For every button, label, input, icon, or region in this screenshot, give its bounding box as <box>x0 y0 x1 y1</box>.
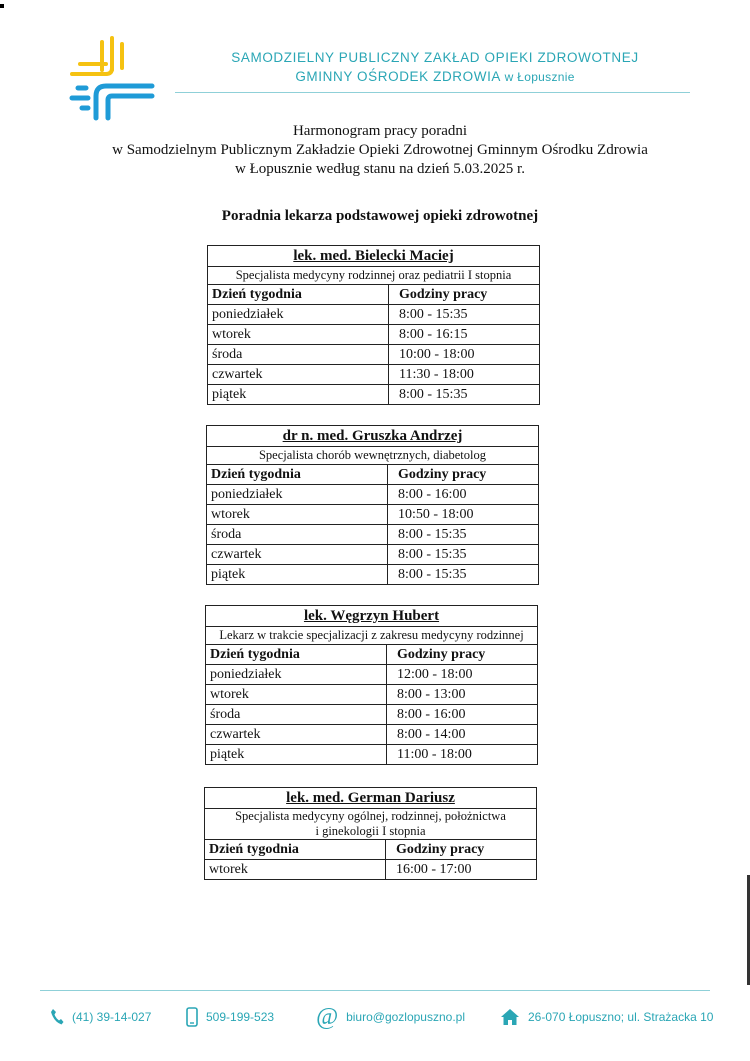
hours-cell: 8:00 - 16:00 <box>388 485 539 505</box>
col-day: Dzień tygodnia <box>206 645 387 665</box>
phone-number: (41) 39-14-027 <box>72 1010 152 1024</box>
table-row <box>208 325 540 345</box>
email-at-icon: @ <box>316 1004 339 1030</box>
mobile-icon <box>186 1007 198 1027</box>
day-cell: czwartek <box>208 365 389 385</box>
hours-cell: 8:00 - 16:15 <box>389 325 540 345</box>
day-cell: poniedziałek <box>207 485 388 505</box>
table-row <box>207 485 539 505</box>
hours-cell: 16:00 - 17:00 <box>386 860 537 880</box>
home-icon <box>500 1008 520 1026</box>
specialty-line1: Specjalista medycyny ogólnej, rodzinnej, położnictwa <box>235 809 506 823</box>
document-title <box>60 122 700 179</box>
col-day: Dzień tygodnia <box>207 465 388 485</box>
day-cell: wtorek <box>207 505 388 525</box>
day-cell: poniedziałek <box>206 665 387 685</box>
hours-cell: 8:00 - 15:35 <box>389 305 540 325</box>
day-cell: poniedziałek <box>208 305 389 325</box>
table-row <box>206 685 538 705</box>
schedule-table <box>205 605 538 765</box>
table-row <box>207 545 539 565</box>
title-line3: w Łopusznie według stanu na dzień 5.03.2025 r. <box>235 161 525 177</box>
hours-cell: 12:00 - 18:00 <box>387 665 538 685</box>
clinic-name: Poradnia lekarza podstawowej opieki zdrowotnej <box>221 208 539 224</box>
table-row <box>207 525 539 545</box>
table-row <box>207 565 539 585</box>
table-row <box>208 385 540 405</box>
doctor-specialty: Specjalista chorób wewnętrznych, diabetolog <box>207 447 539 465</box>
table-row <box>207 505 539 525</box>
table-row <box>205 860 537 880</box>
title-line2: w Samodzielnym Publicznym Zakładzie Opieki Zdrowotnej Gminnym Ośrodku Zdrowia <box>112 142 648 158</box>
footer-divider <box>40 990 710 991</box>
footer <box>0 1003 750 1031</box>
table-row <box>206 665 538 685</box>
day-cell: czwartek <box>207 545 388 565</box>
hours-cell: 8:00 - 13:00 <box>387 685 538 705</box>
header-divider <box>175 92 690 93</box>
org-line2 <box>175 67 695 87</box>
hours-cell: 10:50 - 18:00 <box>388 505 539 525</box>
day-cell: wtorek <box>206 685 387 705</box>
org-header <box>175 48 695 87</box>
col-day: Dzień tygodnia <box>208 285 389 305</box>
col-hours: Godziny pracy <box>387 645 538 665</box>
footer-mobile <box>186 1003 274 1031</box>
doctor-specialty <box>205 809 537 840</box>
hours-cell: 8:00 - 15:35 <box>389 385 540 405</box>
day-cell: wtorek <box>208 325 389 345</box>
schedule-table <box>206 425 539 585</box>
org-line1: SAMODZIELNY PUBLICZNY ZAKŁAD OPIEKI ZDROWOTNEJ <box>231 50 639 65</box>
col-hours: Godziny pracy <box>388 465 539 485</box>
day-cell: piątek <box>207 565 388 585</box>
schedule-table <box>204 787 537 880</box>
doctor-name: lek. med. German Dariusz <box>205 788 537 809</box>
col-hours: Godziny pracy <box>386 840 537 860</box>
doctor-name: lek. med. Bielecki Maciej <box>208 246 540 267</box>
footer-address <box>500 1003 713 1031</box>
doctor-specialty: Lekarz w trakcie specjalizacji z zakresu medycyny rodzinnej <box>206 627 538 645</box>
day-cell: środa <box>207 525 388 545</box>
day-cell: czwartek <box>206 725 387 745</box>
table-row <box>206 705 538 725</box>
doctor-name: lek. Węgrzyn Hubert <box>206 606 538 627</box>
hours-cell: 8:00 - 14:00 <box>387 725 538 745</box>
specialty-line2: i ginekologii I stopnia <box>315 824 426 838</box>
hours-cell: 8:00 - 15:35 <box>388 565 539 585</box>
day-cell: piątek <box>206 745 387 765</box>
title-line1: Harmonogram pracy poradni <box>292 123 468 139</box>
hours-cell: 11:00 - 18:00 <box>387 745 538 765</box>
doctor-name: dr n. med. Gruszka Andrzej <box>207 426 539 447</box>
table-row <box>208 365 540 385</box>
footer-phone <box>50 1003 151 1031</box>
mobile-number: 509-199-523 <box>206 1010 275 1024</box>
doctor-specialty: Specjalista medycyny rodzinnej oraz pediatrii I stopnia <box>208 267 540 285</box>
table-row <box>208 345 540 365</box>
col-hours: Godziny pracy <box>389 285 540 305</box>
day-cell: środa <box>208 345 389 365</box>
phone-icon <box>50 1008 64 1026</box>
org-place: w Łopusznie <box>504 70 575 84</box>
hours-cell: 8:00 - 15:35 <box>388 545 539 565</box>
day-cell: wtorek <box>205 860 386 880</box>
org-name: GMINNY OŚRODEK ZDROWIA <box>295 69 501 84</box>
hours-cell: 10:00 - 18:00 <box>389 345 540 365</box>
address-text: 26-070 Łopuszno; ul. Strażacka 10 <box>528 1010 714 1024</box>
day-cell: piątek <box>208 385 389 405</box>
table-row <box>206 745 538 765</box>
hours-cell: 8:00 - 16:00 <box>387 705 538 725</box>
email-address: biuro@gozlopuszno.pl <box>346 1010 465 1024</box>
hours-cell: 11:30 - 18:00 <box>389 365 540 385</box>
footer-email <box>316 1003 465 1031</box>
table-row <box>208 305 540 325</box>
col-day: Dzień tygodnia <box>205 840 386 860</box>
day-cell: środa <box>206 705 387 725</box>
table-row <box>206 725 538 745</box>
logo-icon <box>66 34 158 126</box>
hours-cell: 8:00 - 15:35 <box>388 525 539 545</box>
schedule-table <box>207 245 540 405</box>
scan-mark <box>0 4 4 8</box>
